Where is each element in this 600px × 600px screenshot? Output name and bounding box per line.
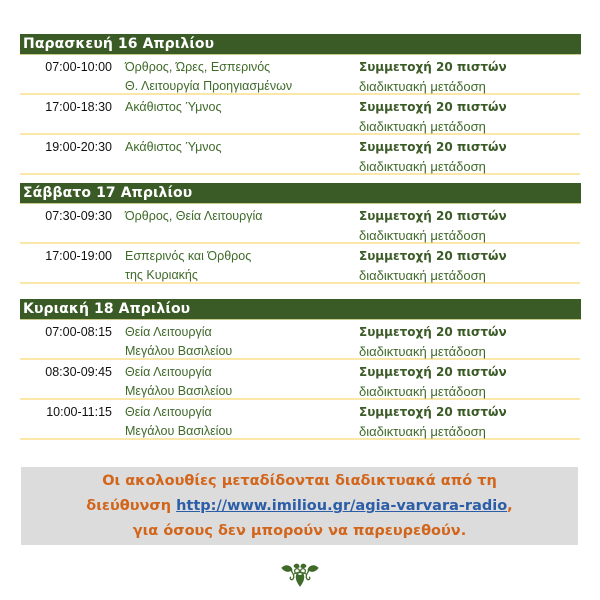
service-name [125, 207, 262, 226]
schedule-row [20, 96, 580, 135]
broadcast-note: διαδικτυακή μετάδοση [359, 228, 486, 243]
service-name [125, 58, 292, 96]
broadcast-info-box [21, 467, 578, 545]
participation-count: Συμμετοχή 20 πιστών [359, 60, 507, 74]
participation [359, 403, 507, 441]
time-range: 17:00-18:30 [45, 100, 112, 114]
service-line-1: Ακάθιστος Ύμνος [125, 100, 222, 114]
broadcast-note: διαδικτυακή μετάδοση [359, 159, 486, 174]
participation [359, 207, 507, 245]
service-line-2: της Κυριακής [125, 268, 198, 282]
service-name [125, 98, 222, 117]
service-line-1: Θεία Λειτουργία [125, 325, 212, 339]
schedule-row [20, 245, 580, 284]
schedule-row [20, 56, 580, 95]
service-line-1: Όρθρος, Θεία Λειτουργία [125, 209, 263, 223]
info-line-1: Οι ακολουθίες μεταδίδονται διαδικτυακά από τη [102, 473, 497, 489]
participation-count: Συμμετοχή 20 πιστών [359, 140, 507, 154]
service-line-2: Μεγάλου Βασιλείου [125, 424, 233, 438]
participation-count: Συμμετοχή 20 πιστών [359, 209, 507, 223]
service-line-1: Θεία Λειτουργία [125, 405, 212, 419]
participation [359, 247, 507, 285]
participation [359, 323, 507, 361]
broadcast-note: διαδικτυακή μετάδοση [359, 268, 486, 283]
time-range: 07:00-10:00 [45, 60, 112, 74]
broadcast-note: διαδικτυακή μετάδοση [359, 79, 486, 94]
service-line-1: Θεία Λειτουργία [125, 365, 212, 379]
service-name [125, 403, 232, 441]
service-name [125, 363, 232, 401]
service-name [125, 247, 251, 285]
participation [359, 138, 507, 176]
service-name [125, 323, 232, 361]
floral-ornament-icon [281, 562, 319, 587]
participation-count: Συμμετοχή 20 πιστών [359, 249, 507, 263]
broadcast-note: διαδικτυακή μετάδοση [359, 424, 486, 439]
schedule-row [20, 401, 580, 440]
info-line-2-suffix: , [507, 498, 513, 514]
participation [359, 98, 507, 136]
schedule-row [20, 321, 580, 360]
participation [359, 363, 507, 401]
service-line-2: Μεγάλου Βασιλείου [125, 384, 233, 398]
day-header-friday: Παρασκευή 16 Απριλίου [20, 34, 581, 55]
broadcast-note: διαδικτυακή μετάδοση [359, 384, 486, 399]
participation-count: Συμμετοχή 20 πιστών [359, 325, 507, 339]
time-range: 07:30-09:30 [45, 209, 112, 223]
service-name [125, 138, 222, 157]
day-header-sunday: Κυριακή 18 Απριλίου [20, 299, 581, 320]
info-line-2-prefix: διεύθυνση [86, 498, 177, 514]
participation-count: Συμμετοχή 20 πιστών [359, 100, 507, 114]
radio-link[interactable]: http://www.imiliou.gr/agia-varvara-radio [176, 498, 508, 514]
broadcast-note: διαδικτυακή μετάδοση [359, 344, 486, 359]
info-line-2 [21, 494, 578, 519]
time-range: 07:00-08:15 [45, 325, 112, 339]
day-header-saturday: Σάββατο 17 Απριλίου [20, 183, 581, 204]
schedule-row [20, 361, 580, 400]
service-line-2: Θ. Λειτουργία Προηγιασμένων [125, 79, 293, 93]
schedule-row [20, 205, 580, 244]
broadcast-note: διαδικτυακή μετάδοση [359, 119, 486, 134]
info-line-3: για όσους δεν μπορούν να παρευρεθούν. [132, 523, 467, 539]
service-line-1: Ακάθιστος Ύμνος [125, 140, 222, 154]
participation-count: Συμμετοχή 20 πιστών [359, 405, 507, 419]
participation-count: Συμμετοχή 20 πιστών [359, 365, 507, 379]
service-line-1: Εσπερινός και Όρθρος [125, 249, 252, 263]
service-line-2: Μεγάλου Βασιλείου [125, 344, 233, 358]
schedule-row [20, 136, 580, 175]
time-range: 17:00-19:00 [45, 249, 112, 263]
service-line-1: Όρθρος, Ώρες, Εσπερινός [125, 60, 271, 74]
time-range: 08:30-09:45 [45, 365, 112, 379]
time-range: 10:00-11:15 [46, 405, 112, 419]
time-range: 19:00-20:30 [45, 140, 112, 154]
participation [359, 58, 507, 96]
